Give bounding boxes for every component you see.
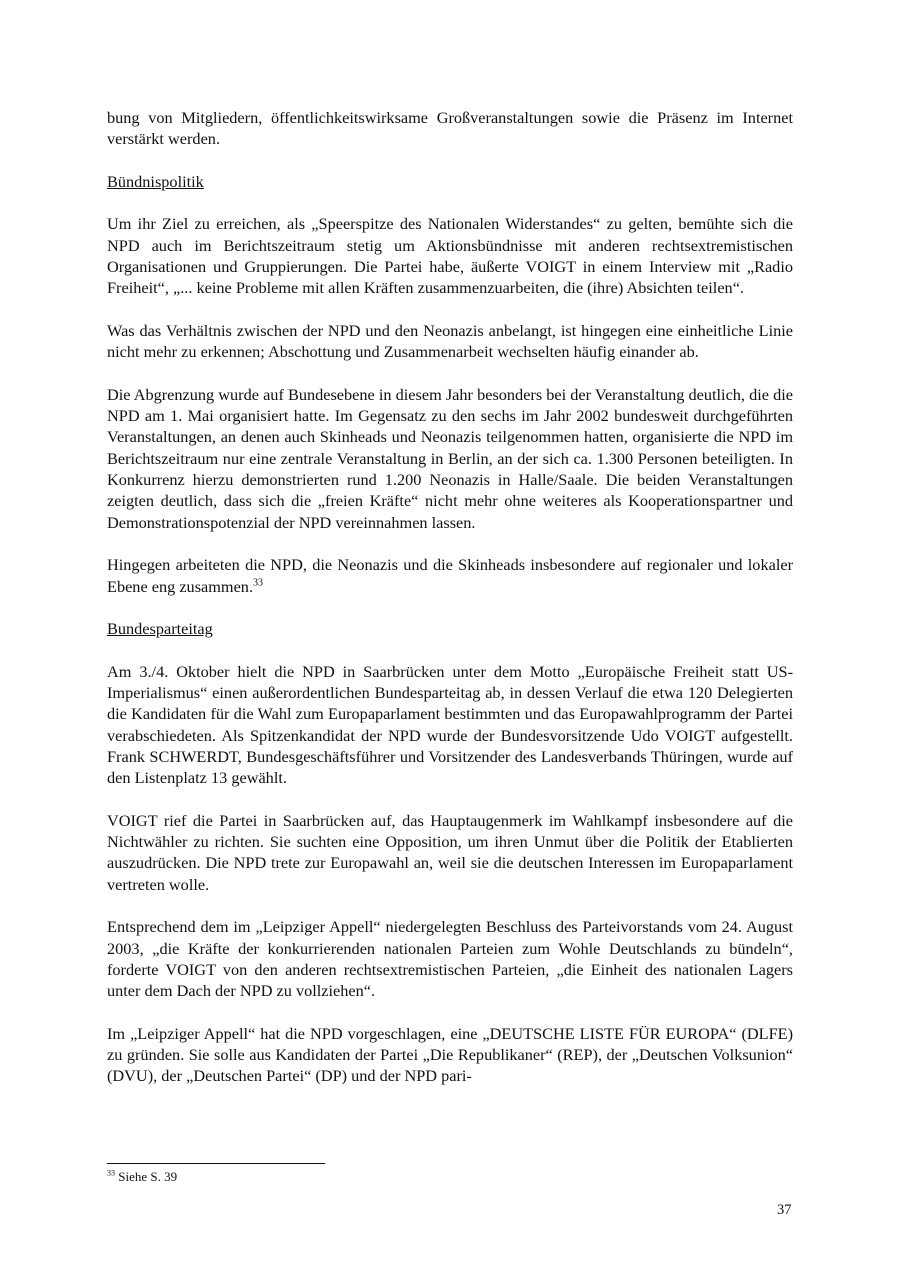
section-heading-buendnispolitik: Bündnispolitik xyxy=(107,171,204,191)
document-body xyxy=(107,107,793,1108)
paragraph: bung von Mitgliedern, öffentlichkeitswirksame Großveranstaltungen sowie die Präsenz im Internet verstärkt werden. xyxy=(107,108,793,149)
footnote-text: Siehe S. 39 xyxy=(115,1169,178,1184)
page-number: 37 xyxy=(777,1202,792,1218)
footnote-divider xyxy=(107,1163,325,1164)
paragraph-with-footnote xyxy=(107,554,793,597)
paragraph: Im „Leipziger Appell“ hat die NPD vorgeschlagen, eine „DEUTSCHE LISTE FÜR EUROPA“ (DLFE) zu gründen. Sie solle aus Kandidaten der Partei „Die Republikaner“ (REP), der „Deutschen Volksunion“ (DVU), der „Deutschen Partei“ (DP) und der NPD pari- xyxy=(107,1023,793,1086)
paragraph: VOIGT rief die Partei in Saarbrücken auf, das Hauptaugenmerk im Wahlkampf insbesondere auf die Nichtwähler zu richten. Sie suchten eine Opposition, um ihren Unmut über die Politik der Etablierten auszudrücken. Die NPD trete zur Europawahl an, weil sie die deutschen Interessen im Europaparlament vertreten wolle. xyxy=(107,810,793,894)
paragraph: Um ihr Ziel zu erreichen, als „Speerspitze des Nationalen Widerstandes“ zu gelten, bemühte sich die NPD auch im Berichtszeitraum stetig um Aktionsbündnisse mit anderen rechtsextremistischen Organisationen und Gruppierungen. Die Partei habe, äußerte VOIGT in einem Interview mit „Radio Freiheit“, „... keine Probleme mit allen Kräften zusammenzuarbeiten, die (ihre) Absichten teilen“. xyxy=(107,214,793,298)
paragraph-text: Hingegen arbeiteten die NPD, die Neonazis und die Skinheads insbesondere auf regionaler und lokaler Ebene eng zusammen. xyxy=(107,555,793,596)
footnote-number: 33 xyxy=(107,1168,115,1178)
section-heading-bundesparteitag: Bundesparteitag xyxy=(107,619,213,639)
paragraph: Was das Verhältnis zwischen der NPD und den Neonazis anbelangt, ist hingegen eine einheitliche Linie nicht mehr zu erkennen; Abschottung und Zusammenarbeit wechselten häufig einander ab. xyxy=(107,320,793,362)
paragraph: Am 3./4. Oktober hielt die NPD in Saarbrücken unter dem Motto „Europäische Freiheit statt US-Imperialismus“ einen außerordentlichen Bundesparteitag ab, in dessen Verlauf die etwa 120 Delegierten die Kandidaten für die Wahl zum Europaparlament bestimmten und das Europawahlprogramm der Partei verabschiedeten. Als Spitzenkandidat der NPD wurde der Bundesvorsitzende Udo VOIGT aufgestellt. Frank SCHWERDT, Bundesgeschäftsführer und Vorsitzender des Landesverbands Thüringen, wurde auf den Listenplatz 13 gewählt. xyxy=(107,661,793,788)
paragraph: Entsprechend dem im „Leipziger Appell“ niedergelegten Beschluss des Parteivorstands vom 24. August 2003, „die Kräfte der konkurrierenden nationalen Parteien zum Wohle Deutschlands zu bündeln“, forderte VOIGT von den anderen rechtsextremistischen Parteien, „die Einheit des nationalen Lagers unter dem Dach der NPD zu vollziehen“. xyxy=(107,917,793,1001)
footnote xyxy=(107,1169,177,1185)
paragraph: Die Abgrenzung wurde auf Bundesebene in diesem Jahr besonders bei der Veranstaltung deutlich, die die NPD am 1. Mai organisiert hatte. Im Gegensatz zu den sechs im Jahr 2002 bundesweit durchgeführten Veranstaltungen, an denen auch Skinheads und Neonazis teilgenommen hatten, organisierte die NPD im Berichtszeitraum nur eine zentrale Veranstaltung in Berlin, an der sich ca. 1.300 Personen beteiligten. In Konkurrenz hierzu demonstrierten rund 1.200 Neonazis in Halle/Saale. Die beiden Veranstaltungen zeigten deutlich, dass sich die „freien Kräfte“ nicht mehr ohne weiteres als Kooperationspartner und Demonstrationspotenzial der NPD vereinnahmen lassen. xyxy=(107,384,793,532)
footnote-reference[interactable]: 33 xyxy=(253,577,264,589)
